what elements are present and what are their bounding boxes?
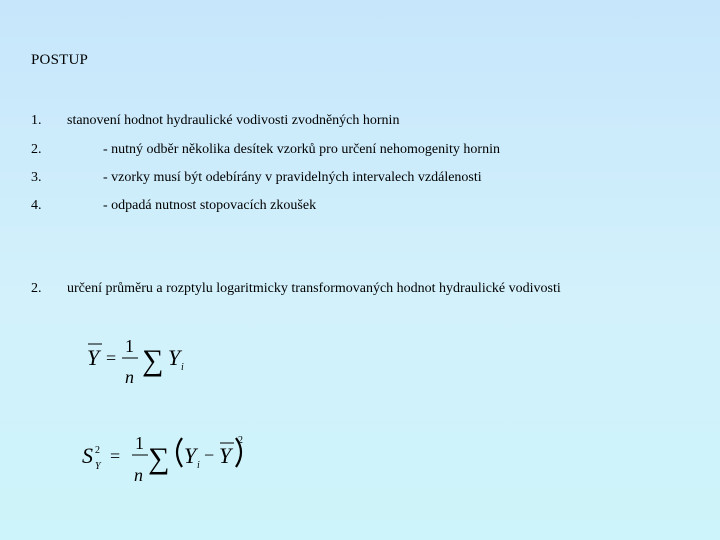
- equals-sign: =: [110, 446, 121, 466]
- item-text: určení průměru a rozptylu logaritmicky transformovaných hodnot hydraulické vodivosti: [67, 281, 561, 296]
- term-subscript: i: [181, 362, 184, 373]
- item-number: 2.: [31, 281, 42, 296]
- fraction-denominator: n: [134, 465, 143, 485]
- sum-symbol: ∑: [148, 442, 170, 475]
- item-text: stanovení hodnot hydraulické vodivosti zvodněných hornin: [67, 113, 400, 128]
- variance-superscript: 2: [95, 445, 100, 456]
- item-number: 2.: [31, 142, 42, 157]
- variance-formula: [78, 425, 258, 490]
- fraction-numerator: 1: [125, 336, 134, 356]
- term-y: Y: [168, 345, 181, 370]
- left-paren: [177, 438, 182, 467]
- mean-lhs: Y: [87, 345, 100, 370]
- variance-lhs: S: [82, 443, 93, 468]
- item-number: 4.: [31, 198, 42, 213]
- item-number: 3.: [31, 170, 42, 185]
- item-text: - nutný odběr několika desítek vzorků pro určení nehomogenity hornin: [103, 142, 500, 157]
- bar-term-y: Y: [219, 443, 232, 468]
- item-text: - vzorky musí být odebírány v pravidelných intervalech vzdálenosti: [103, 170, 482, 185]
- variance-subscript: Y: [95, 461, 101, 472]
- minus-sign: −: [204, 445, 215, 465]
- power-exponent: 2: [238, 435, 243, 446]
- sum-symbol: ∑: [142, 344, 164, 377]
- fraction-denominator: n: [125, 367, 134, 387]
- item-text: - odpadá nutnost stopovacích zkoušek: [103, 198, 317, 213]
- section-heading: POSTUP: [31, 52, 89, 68]
- term-y: Y: [184, 443, 197, 468]
- mean-formula: [80, 332, 200, 392]
- item-number: 1.: [31, 113, 42, 128]
- term-subscript: i: [197, 460, 200, 471]
- equals-sign: =: [106, 348, 117, 368]
- fraction-numerator: 1: [135, 433, 144, 453]
